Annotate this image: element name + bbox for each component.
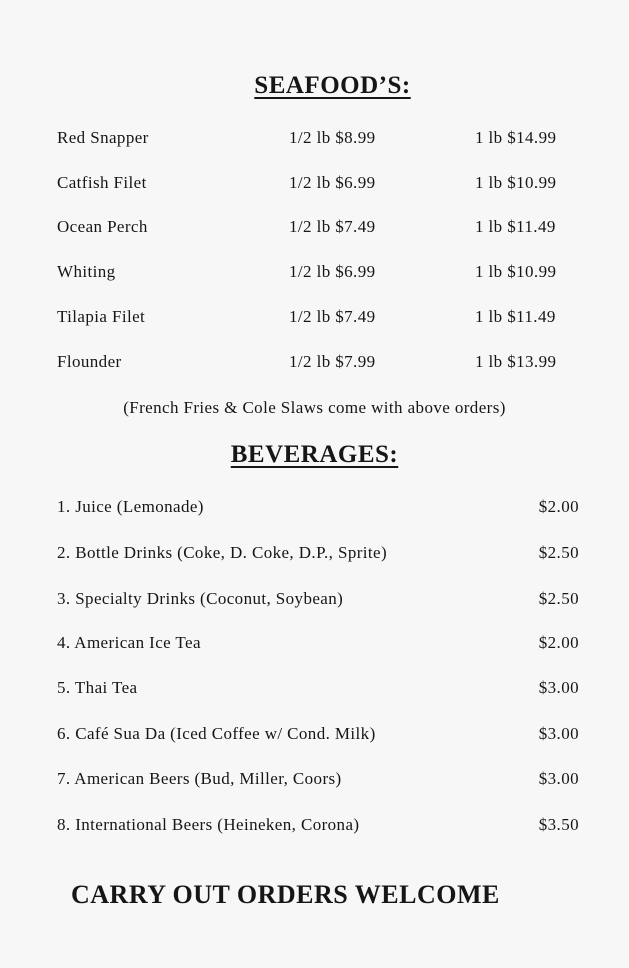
- beverage-name: 6. Café Sua Da (Iced Coffee w/ Cond. Milk): [57, 724, 376, 743]
- seafood-row: [0, 128, 629, 154]
- beverage-price: $2.50: [538, 543, 579, 562]
- seafood-full-price: 1 lb $11.49: [475, 307, 556, 326]
- beverage-price: $2.00: [538, 497, 579, 516]
- beverage-name: 5. Thai Tea: [57, 678, 138, 697]
- beverage-name: 1. Juice (Lemonade): [57, 497, 204, 516]
- beverage-row: [0, 769, 629, 795]
- seafood-half-price: 1/2 lb $6.99: [289, 262, 376, 281]
- seafood-name: Whiting: [57, 262, 116, 281]
- seafood-full-price: 1 lb $10.99: [475, 262, 557, 281]
- seafood-name: Red Snapper: [57, 128, 149, 147]
- beverage-name: 2. Bottle Drinks (Coke, D. Coke, D.P., Sprite): [57, 543, 388, 562]
- seafood-name: Tilapia Filet: [57, 307, 146, 326]
- seafood-full-price: 1 lb $13.99: [475, 352, 557, 371]
- beverage-name: 3. Specialty Drinks (Coconut, Soybean): [57, 589, 344, 608]
- seafood-row: [0, 217, 629, 243]
- seafood-half-price: 1/2 lb $7.49: [289, 307, 376, 326]
- seafood-half-price: 1/2 lb $7.49: [289, 217, 376, 236]
- seafood-name: Catfish Filet: [57, 173, 147, 192]
- beverage-price: $2.00: [538, 633, 579, 652]
- beverage-row: [0, 724, 629, 750]
- seafood-note: (French Fries & Cole Slaws come with above orders): [123, 398, 506, 417]
- beverage-name: 7. American Beers (Bud, Miller, Coors): [57, 769, 342, 788]
- seafood-half-price: 1/2 lb $8.99: [289, 128, 376, 147]
- carry-out-banner: CARRY OUT ORDERS WELCOME: [71, 880, 500, 909]
- beverage-name: 4. American Ice Tea: [57, 633, 201, 652]
- beverage-price: $3.00: [538, 724, 579, 743]
- seafood-name: Ocean Perch: [57, 217, 148, 236]
- beverage-price: $3.00: [538, 769, 579, 788]
- seafood-heading: SEAFOOD’S:: [254, 72, 411, 99]
- beverage-row: [0, 543, 629, 569]
- beverage-name: 8. International Beers (Heineken, Corona): [57, 815, 360, 834]
- beverages-heading: BEVERAGES:: [230, 441, 399, 468]
- seafood-full-price: 1 lb $11.49: [475, 217, 556, 236]
- seafood-full-price: 1 lb $10.99: [475, 173, 557, 192]
- beverage-row: [0, 497, 629, 523]
- beverage-price: $2.50: [538, 589, 579, 608]
- beverage-row: [0, 633, 629, 659]
- beverage-row: [0, 678, 629, 704]
- beverage-price: $3.00: [538, 678, 579, 697]
- seafood-half-price: 1/2 lb $6.99: [289, 173, 376, 192]
- seafood-row: [0, 352, 629, 378]
- beverage-price: $3.50: [538, 815, 579, 834]
- seafood-row: [0, 307, 629, 333]
- seafood-full-price: 1 lb $14.99: [475, 128, 557, 147]
- seafood-row: [0, 262, 629, 288]
- seafood-row: [0, 173, 629, 199]
- beverage-row: [0, 589, 629, 615]
- seafood-half-price: 1/2 lb $7.99: [289, 352, 376, 371]
- seafood-name: Flounder: [57, 352, 122, 371]
- beverage-row: [0, 815, 629, 841]
